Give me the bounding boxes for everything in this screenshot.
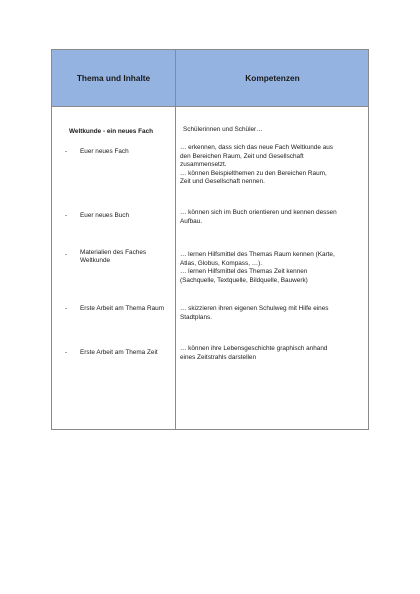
topic-euer-neues-fach: Euer neues Fach — [80, 148, 129, 155]
competency-line: … können Beispielthemen zu den Bereichen Raum, — [180, 169, 327, 177]
competency-line: Zeit und Gesellschaft nennen. — [180, 178, 265, 185]
competency-line: … skizzieren ihren eigenen Schulweg mit Hilfe eines — [180, 305, 329, 312]
header-thema-und-inhalte: Thema und Inhalte — [76, 73, 151, 83]
section-title: Weltkunde - ein neues Fach — [69, 128, 154, 135]
bullet-dash: - — [65, 305, 68, 312]
competency-line: … lernen Hilfsmittel des Themas Raum kennen (Karte, — [180, 251, 335, 258]
bullet-dash: - — [65, 251, 68, 258]
competency-line: … erkennen, dass sich das neue Fach Weltkunde aus — [180, 144, 333, 151]
competency-line: den Bereichen Raum, Zeit und Gesellschaft — [180, 152, 304, 160]
competency-line: … können ihre Lebensgeschichte graphisch anhand — [180, 345, 328, 352]
bullet-dash: - — [65, 212, 68, 219]
intro-text: Schülerinnen und Schüler… — [183, 126, 263, 133]
competency-line: … können sich im Buch orientieren und kennen dessen — [180, 209, 337, 216]
topic-euer-neues-buch: Euer neues Buch — [80, 212, 130, 219]
competency-line: (Sachquelle, Textquelle, Bildquelle, Bauwerk) — [180, 276, 308, 284]
bullet-dash: - — [65, 148, 68, 155]
topic-materialien: Weltkunde — [80, 257, 111, 264]
topic-arbeit-raum: Erste Arbeit am Thema Raum — [80, 305, 165, 312]
bullet-dash: - — [65, 349, 68, 356]
competency-line: eines Zeitstrahls darstellen — [180, 353, 257, 361]
competency-table — [51, 49, 369, 430]
competency-line: Aufbau. — [180, 217, 203, 225]
topic-materialien: Materialien des Faches — [80, 249, 147, 256]
column-divider — [175, 50, 176, 429]
competency-line: zusammensetzt. — [180, 161, 227, 168]
header-kompetenzen: Kompetenzen — [245, 73, 300, 83]
competency-line: … lernen Hilfsmittel des Themas Zeit kennen — [180, 268, 308, 275]
topic-arbeit-zeit: Erste Arbeit am Thema Zeit — [80, 349, 158, 356]
competency-line: Atlas, Globus, Kompass, …). — [180, 259, 263, 267]
competency-line: Stadtplans. — [180, 313, 212, 321]
